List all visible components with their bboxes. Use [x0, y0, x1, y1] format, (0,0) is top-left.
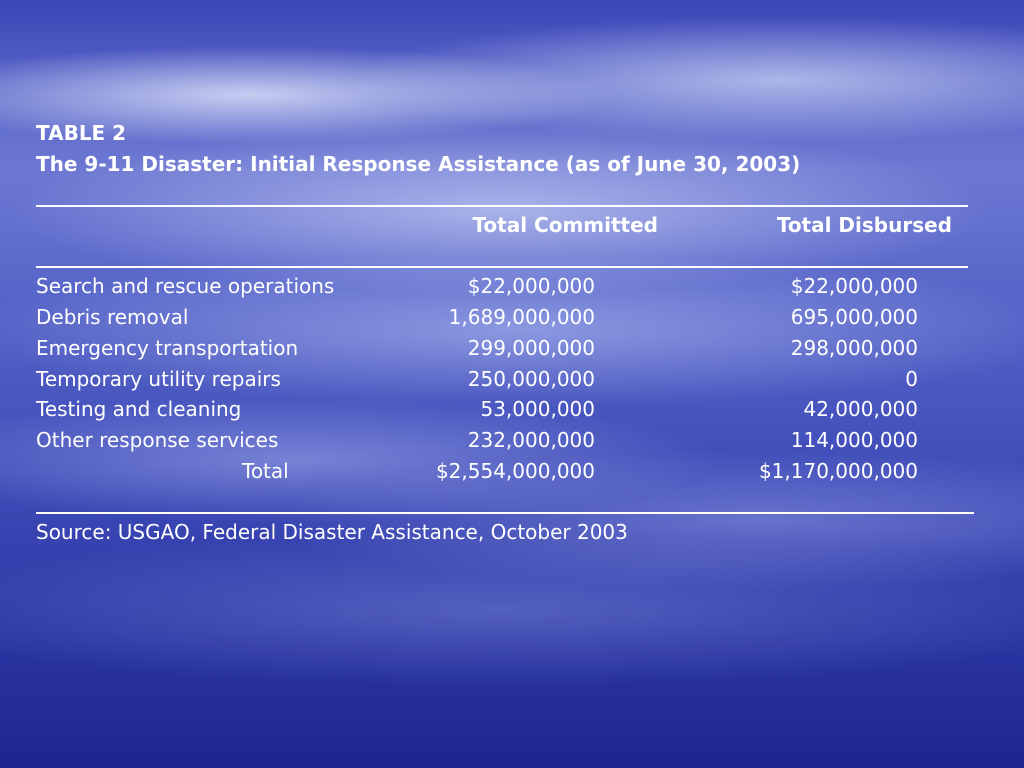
row-committed: 250,000,000 [467, 367, 595, 391]
total-row [0, 456, 1024, 487]
column-header-committed: Total Committed [472, 213, 658, 237]
header-rule [36, 266, 968, 268]
row-committed: 299,000,000 [467, 336, 595, 360]
row-label: Debris removal [36, 305, 189, 329]
bottom-rule [36, 512, 974, 514]
total-disbursed: $1,170,000,000 [758, 459, 918, 483]
row-committed: 232,000,000 [467, 428, 595, 452]
row-label: Emergency transportation [36, 336, 299, 360]
row-disbursed: 298,000,000 [790, 336, 918, 360]
row-disbursed: 695,000,000 [790, 305, 918, 329]
table-row [0, 425, 1024, 456]
table-row [0, 364, 1024, 395]
row-label: Testing and cleaning [36, 397, 242, 421]
row-committed: 53,000,000 [480, 397, 595, 421]
total-committed: $2,554,000,000 [435, 459, 595, 483]
table-row [0, 394, 1024, 425]
row-disbursed: 42,000,000 [803, 397, 918, 421]
row-committed: 1,689,000,000 [448, 305, 595, 329]
row-disbursed: $22,000,000 [790, 274, 918, 298]
top-rule [36, 205, 968, 207]
row-disbursed: 0 [905, 367, 918, 391]
table-row [0, 302, 1024, 333]
row-label: Search and rescue operations [36, 274, 335, 298]
row-label: Other response services [36, 428, 279, 452]
table-row [0, 333, 1024, 364]
table-title: The 9-11 Disaster: Initial Response Assistance (as of June 30, 2003) [36, 152, 801, 176]
source-note: Source: USGAO, Federal Disaster Assistance, October 2003 [36, 520, 628, 544]
column-header-disbursed: Total Disbursed [776, 213, 952, 237]
total-label: Total [242, 459, 289, 483]
table-row [0, 271, 1024, 302]
row-committed: $22,000,000 [467, 274, 595, 298]
row-label: Temporary utility repairs [36, 367, 281, 391]
table-label: TABLE 2 [36, 121, 127, 145]
row-disbursed: 114,000,000 [790, 428, 918, 452]
